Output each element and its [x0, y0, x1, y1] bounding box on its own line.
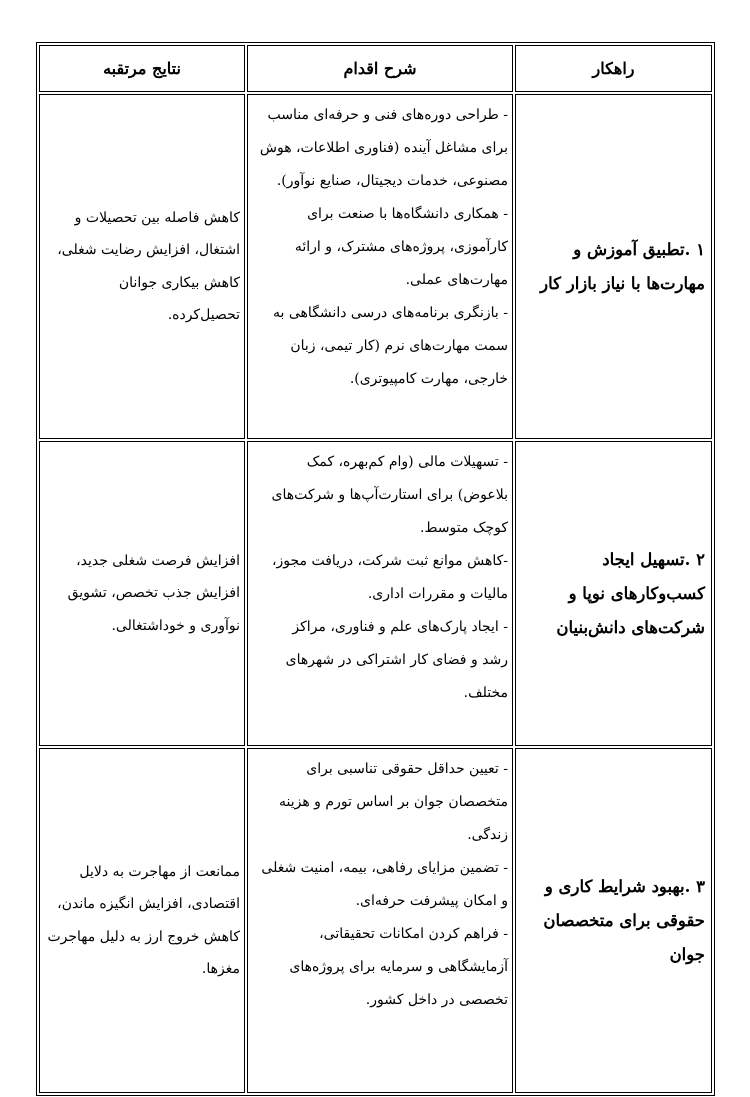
- action-item: - طراحی دوره‌های فنی و حرفه‌ای مناسب برای مشاغل آینده (فناوری اطلاعات، هوش مصنوعی، خدمات دیجیتال، صنایع نوآور).: [259, 107, 508, 189]
- result-cell: ممانعت از مهاجرت به دلایل اقتصادی، افزایش انگیزه ماندن، کاهش خروج ارز به دلیل مهاجرت مغزها.: [39, 748, 245, 1093]
- table-row: [39, 441, 712, 746]
- action-cell: [247, 441, 513, 746]
- action-cell: [247, 748, 513, 1093]
- strategy-cell: ۳ .بهبود شرایط کاری و حقوقی برای متخصصان جوان: [515, 748, 712, 1093]
- header-row: [39, 45, 712, 92]
- table-row: [39, 94, 712, 439]
- action-item: - ایجاد پارک‌های علم و فناوری، مراکز رشد و فضای کار اشتراکی در شهرهای مختلف.: [285, 619, 508, 701]
- header-strategy: راهکار: [515, 45, 712, 92]
- action-item: - فراهم کردن امکانات تحقیقاتی، آزمایشگاهی و سرمایه برای پروژه‌های تخصصی در داخل کشور.: [289, 926, 508, 1008]
- action-cell: [247, 94, 513, 439]
- table-row: [39, 748, 712, 1093]
- action-item: - تضمین مزایای رفاهی، بیمه، امنیت شغلی و امکان پیشرفت حرفه‌ای.: [261, 860, 508, 909]
- action-item: - تسهیلات مالی (وام کم‌بهره، کمک بلاعوض) برای استارت‌آپ‌ها و شرکت‌های کوچک متوسط.: [271, 454, 508, 536]
- strategy-cell: ۲ .تسهیل ایجاد کسب‌وکارهای نوپا و شرکت‌های دانش‌بنیان: [515, 441, 712, 746]
- header-action: شرح اقدام: [247, 45, 513, 92]
- strategy-table: [36, 42, 715, 1096]
- result-cell: افزایش فرصت شغلی جدید، افزایش جذب تخصص، تشویق نوآوری و خوداشتغالی.: [39, 441, 245, 746]
- action-item: - همکاری دانشگاه‌ها با صنعت برای کارآموزی، پروژه‌های مشترک، و ارائه مهارت‌های عملی.: [294, 206, 508, 288]
- action-item: -کاهش موانع ثبت شرکت، دریافت مجوز، مالیات و مقررات اداری.: [271, 553, 508, 602]
- action-item: - بازنگری برنامه‌های درسی دانشگاهی به سمت مهارت‌های نرم (کار تیمی، زبان خارجی، مهارت کامپیوتری).: [273, 305, 508, 387]
- strategy-cell: ۱ .تطبیق آموزش و مهارت‌ها با نیاز بازار کار: [515, 94, 712, 439]
- action-item: - تعیین حداقل حقوقی تناسبی برای متخصصان جوان بر اساس تورم و هزینه زندگی.: [279, 761, 508, 843]
- result-cell: کاهش فاصله بین تحصیلات و اشتغال، افزایش رضایت شغلی، کاهش بیکاری جوانان تحصیل‌کرده.: [39, 94, 245, 439]
- header-results: نتایج مرتقبه: [39, 45, 245, 92]
